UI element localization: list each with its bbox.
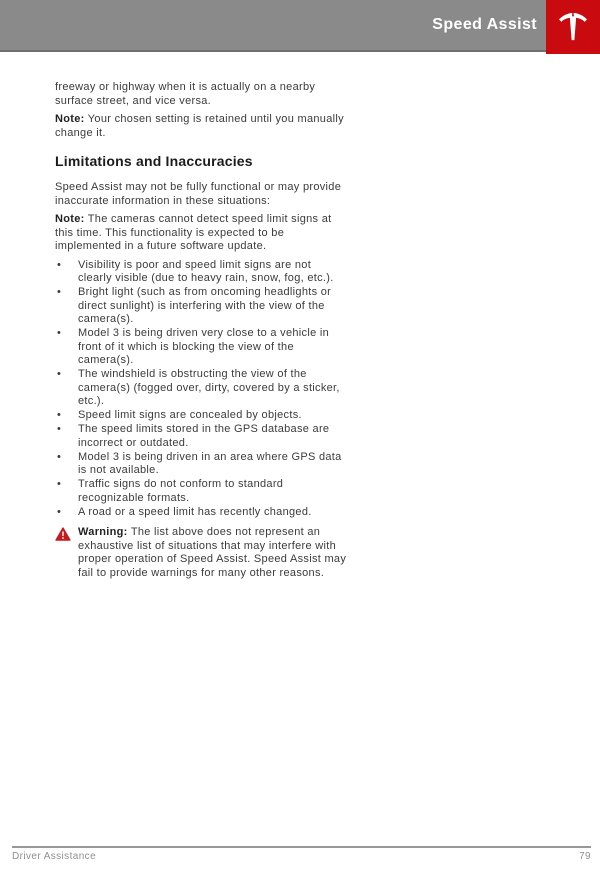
footer-section-title: Driver Assistance [12,851,97,862]
list-item-text: A road or a speed limit has recently changed. [78,505,312,518]
note-label: Note: [55,213,85,225]
bullet-icon: • [57,409,61,421]
warning-text: The list above does not represent an exhaustive list of situations that may interfere with proper operation of Speed Assist. Speed Assist may fail to provide warnings for many other reasons. [78,526,347,579]
page-header [0,0,600,52]
warning-paragraph [78,526,348,580]
list-item [55,327,348,368]
bullet-icon: • [57,258,61,271]
footer-page-number: 79 [579,851,591,862]
list-item [55,409,348,423]
warning-label: Warning: [78,526,128,538]
bullet-icon: • [57,368,61,380]
limitations-list [55,259,348,520]
bullet-icon: • [57,286,61,298]
page-footer [12,846,591,862]
list-item [55,259,348,286]
list-item-text: Model 3 is being driven very close to a vehicle in front of it which is blocking the view of the camera(s). [78,327,330,366]
list-item [55,286,348,327]
bullet-icon: • [57,327,61,339]
page-content [55,81,348,580]
note-text: Your chosen setting is retained until you manually change it. [55,113,344,139]
list-item-text: Visibility is poor and speed limit signs are not clearly visible (due to heavy rain, snow, fog, etc.). [78,258,334,284]
list-item [55,506,348,520]
list-item-text: Model 3 is being driven in an area where GPS data is not available. [78,450,342,476]
tesla-logo-icon [546,0,600,54]
list-item-text: The speed limits stored in the GPS database are incorrect or outdated. [78,423,330,449]
list-item [55,451,348,478]
bullet-icon: • [57,450,61,463]
intro-paragraph: freeway or highway when it is actually on a nearby surface street, and vice versa. [55,81,316,107]
list-item [55,478,348,505]
warning-block [55,526,348,580]
page-title: Speed Assist [432,16,537,33]
note-text: The cameras cannot detect speed limit signs at this time. This functionality is expected to be implemented in a future software update. [55,213,332,252]
list-item-text: Traffic signs do not conform to standard recognizable formats. [78,478,284,504]
note-paragraph-2 [55,213,348,254]
note-paragraph-1 [55,113,348,140]
list-item-text: Speed limit signs are concealed by objects. [78,409,302,421]
list-item [55,423,348,450]
list-item [55,368,348,409]
list-item-text: Bright light (such as from oncoming headlights or direct sunlight) is interfering with the view of the camera(s). [78,286,332,325]
section-heading: Limitations and Inaccuracies [55,153,253,169]
list-item-text: The windshield is obstructing the view of the camera(s) (fogged over, dirty, covered by a sticker, etc.). [78,368,340,407]
bullet-icon: • [57,423,61,435]
section-lead-paragraph: Speed Assist may not be fully functional or may provide inaccurate information in these situations: [55,181,342,207]
note-label: Note: [55,113,85,125]
bullet-icon: • [57,478,61,490]
warning-triangle-icon [55,526,78,580]
bullet-icon: • [57,505,61,518]
